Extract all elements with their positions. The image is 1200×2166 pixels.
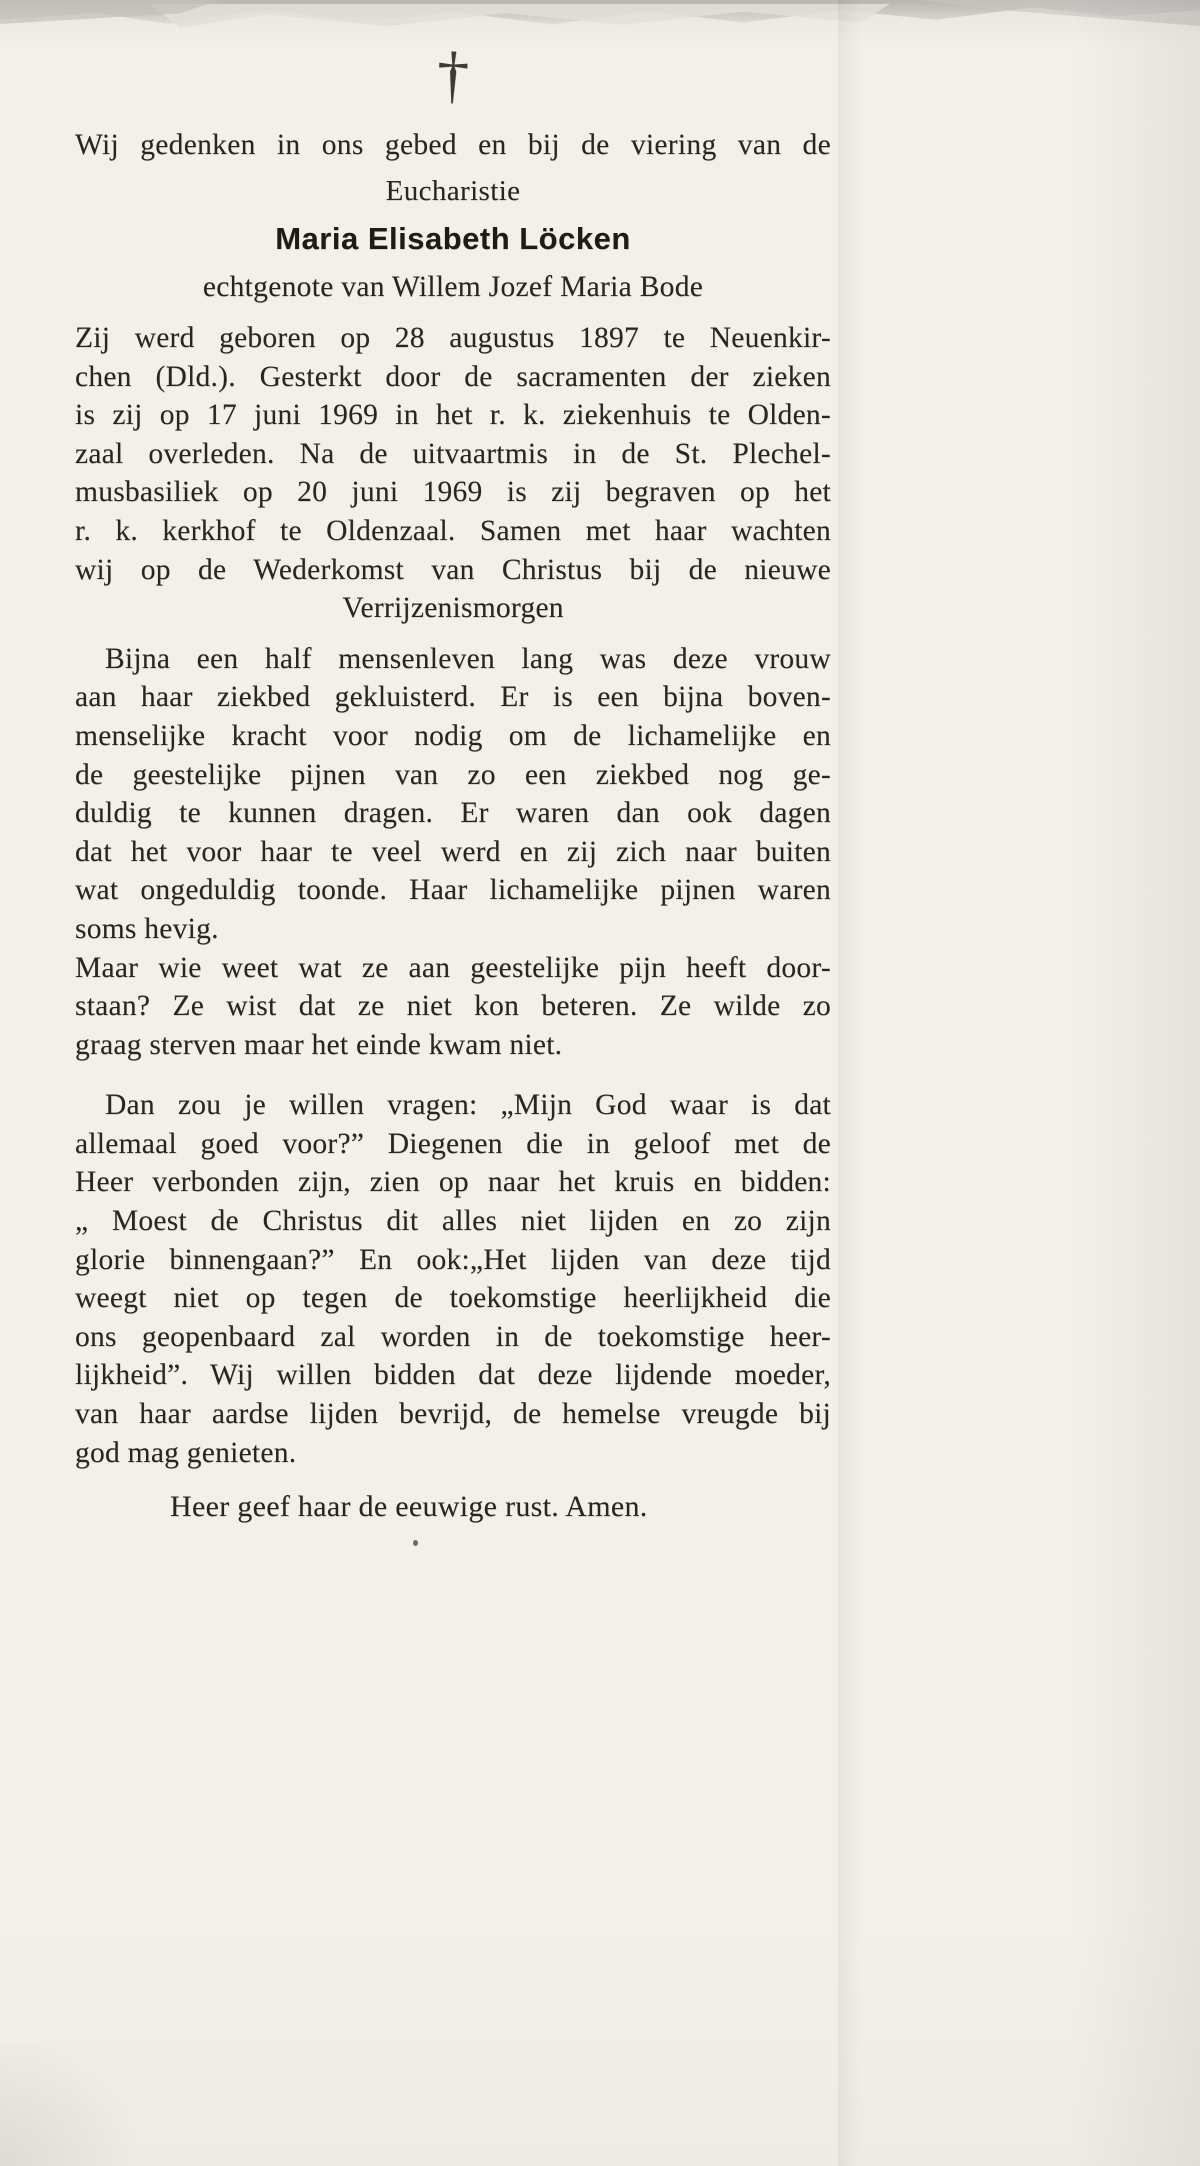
- text-line: wat ongeduldig toonde. Haar lichamelijke pijnen waren: [75, 874, 831, 907]
- text-line: Dan zou je willen vragen: „Mijn God waar is dat: [105, 1089, 831, 1122]
- deceased-name: Maria Elisabeth Löcken: [275, 221, 631, 256]
- text-line: allemaal goed voor?” Diegenen die in geloof met de: [75, 1127, 831, 1160]
- text-line: Maar wie weet wat ze aan geestelijke pijn heeft door-: [75, 951, 831, 984]
- text-line: aan haar ziekbed gekluisterd. Er is een bijna boven-: [75, 681, 831, 714]
- text-line: Verrijzenismorgen: [342, 592, 564, 625]
- printed-content: [75, 40, 831, 1546]
- text-line: dat het voor haar te veel werd en zij zich naar buiten: [75, 835, 831, 868]
- text-line: duldig te kunnen dragen. Er waren dan ook dagen: [75, 797, 831, 830]
- body-text: [75, 319, 831, 1472]
- closing-prayer: Heer geef haar de eeuwige rust. Amen.: [170, 1490, 648, 1524]
- text-line: is zij op 17 juni 1969 in het r. k. ziekenhuis te Olden-: [75, 399, 831, 432]
- cross-icon: †: [435, 38, 471, 111]
- text-line: zaal overleden. Na de uitvaartmis in de St. Plechel-: [75, 437, 831, 470]
- text-line: soms hevig.: [75, 912, 219, 945]
- text-line: weegt niet op tegen de toekomstige heerlijkheid die: [75, 1282, 831, 1315]
- text-line: wij op de Wederkomst van Christus bij de nieuwe: [75, 553, 831, 586]
- spouse-line: echtgenote van Willem Jozef Maria Bode: [202, 271, 704, 303]
- text-line: graag sterven maar het einde kwam niet.: [75, 1028, 563, 1061]
- memorial-intro-line: Wij gedenken in ons gebed en bij de viering van de: [75, 129, 831, 161]
- text-line: musbasiliek op 20 juni 1969 is zij begraven op het: [75, 476, 831, 509]
- paragraph: [75, 319, 831, 628]
- paragraph: [75, 640, 831, 949]
- scan-shadow-bottom-left: [0, 2046, 160, 2166]
- text-line: god mag genieten.: [75, 1436, 297, 1469]
- text-line: r. k. kerkhof te Oldenzaal. Samen met haar wachten: [75, 514, 831, 547]
- text-line: ons geopenbaard zal worden in de toekomstige heer-: [75, 1320, 831, 1353]
- text-line: Heer verbonden zijn, zien op naar het kruis en bidden:: [75, 1166, 831, 1199]
- scan-shade-right: [1070, 0, 1200, 2166]
- text-line: glorie binnengaan?” En ook:„Het lijden van deze tijd: [75, 1243, 831, 1276]
- text-line: „ Moest de Christus dit alles niet lijden en zo zijn: [75, 1205, 831, 1238]
- text-line: Bijna een half mensenleven lang was deze vrouw: [105, 642, 831, 675]
- ink-dot: [413, 1540, 418, 1546]
- eucharistie-line: Eucharistie: [385, 175, 521, 207]
- text-line: menselijke kracht voor nodig om de lichamelijke en: [75, 719, 831, 752]
- text-line: lijkheid”. Wij willen bidden dat deze lijdende moeder,: [75, 1359, 831, 1392]
- text-line: de geestelijke pijnen van zo een ziekbed nog ge-: [75, 758, 831, 791]
- paragraph: [75, 1086, 831, 1472]
- text-line: chen (Dld.). Gesterkt door de sacramenten der zieken: [75, 360, 831, 393]
- text-line: staan? Ze wist dat ze niet kon beteren. Ze wilde zo: [75, 990, 831, 1023]
- paragraph: [75, 949, 831, 1065]
- text-line: Zij werd geboren op 28 augustus 1897 te Neuenkir-: [75, 322, 831, 354]
- text-line: van haar aardse lijden bevrijd, de hemelse vreugde bij: [75, 1398, 831, 1431]
- crease-line: [838, 0, 868, 2166]
